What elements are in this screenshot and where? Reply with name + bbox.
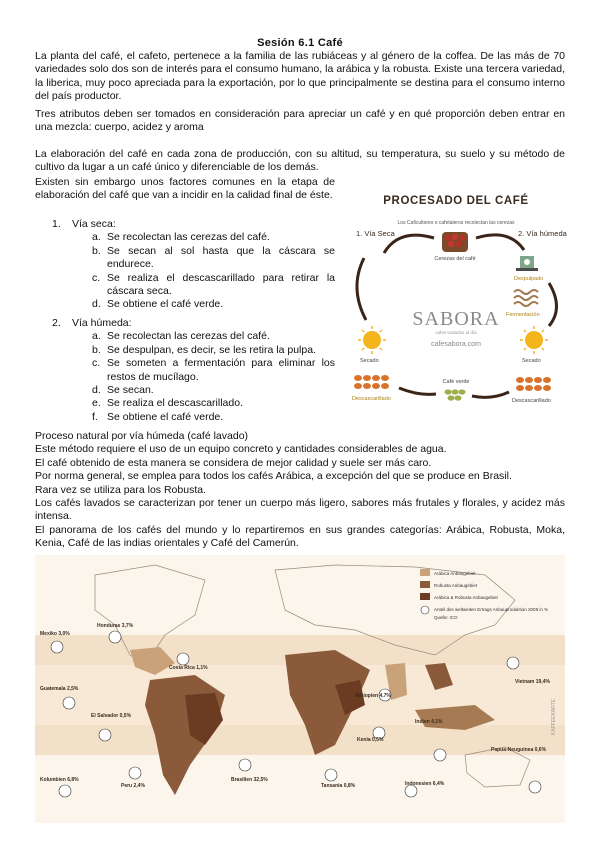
via-humeda-number: 2. xyxy=(52,317,61,329)
svg-text:Mexiko 3,0%: Mexiko 3,0% xyxy=(40,631,70,637)
svg-text:Indonesien 6,4%: Indonesien 6,4% xyxy=(405,781,445,787)
via-seca-label: Vía seca: xyxy=(72,218,116,230)
lavado-section xyxy=(35,430,565,551)
svg-text:Vietnam 19,4%: Vietnam 19,4% xyxy=(515,679,550,685)
label-secado-left: Secado xyxy=(360,358,379,364)
item-text: Se recolectan las cerezas del café. xyxy=(107,231,270,244)
item-letter: a. xyxy=(92,330,101,343)
legend-swatch-arabica xyxy=(420,569,430,576)
svg-text:Peru 2,4%: Peru 2,4% xyxy=(121,783,145,789)
legend-swatch-robusta xyxy=(420,581,430,588)
brand-website: cafesabora.com xyxy=(431,341,481,348)
label-descascarillado-right: Descascarillado xyxy=(512,398,551,404)
label-despulpado: Despulpado xyxy=(514,276,544,282)
item-letter: e. xyxy=(92,397,101,410)
svg-text:Indien 4,1%: Indien 4,1% xyxy=(415,719,443,725)
svg-text:Costa Rica 1,1%: Costa Rica 1,1% xyxy=(169,665,208,671)
via-seca-item xyxy=(35,298,335,311)
via-humeda-label: Vía húmeda: xyxy=(72,317,132,329)
svg-text:Guatemala 2,5%: Guatemala 2,5% xyxy=(40,686,79,692)
label-cafe-verde: Café verde xyxy=(442,379,470,385)
via-humeda-heading xyxy=(35,317,335,330)
item-letter: d. xyxy=(92,384,101,397)
via-humeda-item xyxy=(35,330,335,343)
label-secado-right: Secado xyxy=(522,358,541,364)
via-seca-list xyxy=(35,218,335,312)
coffee-process-infographic xyxy=(344,188,568,420)
legend-label: Arábica Anbaugebiet xyxy=(434,571,476,576)
svg-text:Kolumbien 6,8%: Kolumbien 6,8% xyxy=(40,777,79,783)
item-letter: c. xyxy=(92,271,101,284)
via-humeda-item xyxy=(35,344,335,357)
legend-pie-icon xyxy=(421,606,429,614)
coffee-cherries-icon xyxy=(442,232,468,252)
via-seca-item xyxy=(35,231,335,244)
brand-tagline: cafes tostados al día xyxy=(435,330,477,335)
item-letter: d. xyxy=(92,298,101,311)
item-text: Se realiza el descascarillado para retirar la cáscara seca. xyxy=(107,271,335,298)
via-humeda-item xyxy=(35,411,335,424)
lavado-heading: Proceso natural por vía húmeda (café lavado) xyxy=(35,430,249,442)
lavado-line: El café obtenido de esta manera se considera de mejor calidad y suele ser más caro. xyxy=(35,456,432,469)
item-text: Se secan al sol hasta que la cáscara se endurece. xyxy=(107,244,335,271)
item-text: Se secan. xyxy=(107,384,154,397)
via-humeda-item xyxy=(35,397,335,410)
item-letter: a. xyxy=(92,231,101,244)
item-letter: b. xyxy=(92,244,101,257)
via-humeda-item xyxy=(35,384,335,397)
svg-text:Äthiopien 4,7%: Äthiopien 4,7% xyxy=(355,693,391,699)
via-seca-number: 1. xyxy=(52,218,61,230)
item-text: Se obtiene el café verde. xyxy=(107,410,224,423)
via-seca-item xyxy=(35,245,335,272)
via-seca-item xyxy=(35,272,335,299)
lavado-line: Este método requiere el uso de un equipo concreto y cantidades considerables de agua. xyxy=(35,443,447,456)
svg-text:Kenia 0,5%: Kenia 0,5% xyxy=(357,737,384,743)
intro-paragraph-2: Tres atributos deben ser tomados en consideración para apreciar un café y en qué proporción deben entrar en una mezcla: cuerpo, acidez y aroma xyxy=(35,108,565,134)
svg-text:Honduras 3,7%: Honduras 3,7% xyxy=(97,623,134,629)
lavado-line: Por norma general, se emplea para todos los cafés Arábica, a excepción del que se produce en Brasil. xyxy=(35,470,512,483)
infographic-subtitle: Los Caficultores o cafetaleros recolectan las cerezas xyxy=(397,220,515,226)
via-humeda-item xyxy=(35,357,335,384)
legend-label: Arábica & Robusta Anbaugebiet xyxy=(434,595,498,600)
intro-paragraph-4: Existen sin embargo unos factores comunes en la etapa de elaboración del café que van a incidir en la calidad final de éste. xyxy=(35,176,335,202)
item-text: Se realiza el descascarillado. xyxy=(107,397,243,410)
item-letter: c. xyxy=(92,357,101,370)
lavado-line: El panorama de los cafés del mundo y lo repartiremos en sus grandes categorías: Arábica, Robusta, Moka, Kenia, Café de las indias orientales y Café del Camerún. xyxy=(35,523,565,550)
label-via-seca: 1. Vía Seca xyxy=(356,229,395,238)
intro-paragraph-3: La elaboración del café en cada zona de producción, con su altitud, su temperatura, su suelo y su método de cultivo da lugar a un café único y diferenciable de los demás. xyxy=(35,148,565,174)
legend-swatch-both xyxy=(420,593,430,600)
via-seca-heading xyxy=(35,218,335,231)
lavado-line: Los cafés lavados se caracterizan por tener un cuerpo más ligero, sabores más frutales y florales, y acidez más intensa. xyxy=(35,497,565,523)
item-text: Se recolectan las cerezas del café. xyxy=(107,330,270,343)
brand-logo: SABORA xyxy=(412,308,500,330)
map-vertical-title: KAFFEEKARTE xyxy=(551,698,557,735)
svg-text:Tansania 0,8%: Tansania 0,8% xyxy=(321,783,356,789)
item-text: Se obtiene el café verde. xyxy=(107,298,224,311)
lavado-line: Rara vez se utiliza para los Robusta. xyxy=(35,483,206,496)
item-text: Se someten a fermentación para eliminar los restos de mucílago. xyxy=(107,357,335,383)
legend-source: Quelle: ICO xyxy=(434,615,458,620)
world-coffee-map xyxy=(35,555,565,823)
page-title: Sesión 6.1 Café xyxy=(257,37,343,49)
item-text: Se despulpan, es decir, se les retira la pulpa. xyxy=(107,343,316,356)
svg-text:Papua-Neuguinea 0,6%: Papua-Neuguinea 0,6% xyxy=(491,747,547,753)
label-fermentacion: Fermentación xyxy=(506,312,540,318)
label-cerezas: Cerezas del café xyxy=(434,256,476,262)
label-via-humeda: 2. Vía húmeda xyxy=(518,229,567,238)
intro-paragraph-1: La planta del café, el cafeto, pertenece a la familia de las rubiáceas y al género de la coffea. De las más de 70 variedades solo dos son de interés para el consumo humano, la arábica y la robusta. Existe una tercera variedad, la liberica, muy poco apreciada para la exportación, por lo que principalmente se destina para el consumo interno del país productor. xyxy=(35,50,565,103)
label-descascarillado-left: Descascarillado xyxy=(352,396,391,402)
via-humeda-list xyxy=(35,317,335,424)
legend-label: Anteil des weltweiten Ertrags Anbauproduktion 2008 in % xyxy=(434,607,549,612)
infographic-title: PROCESADO DEL CAFÉ xyxy=(383,195,529,207)
item-letter: b. xyxy=(92,343,101,356)
tropic-band-south xyxy=(35,725,565,755)
legend-label: Robusta Anbaugebiet xyxy=(434,583,478,588)
svg-text:Brasilien 32,5%: Brasilien 32,5% xyxy=(231,777,268,783)
svg-text:El Salvador 0,5%: El Salvador 0,5% xyxy=(91,713,132,719)
item-letter: f. xyxy=(92,410,98,423)
